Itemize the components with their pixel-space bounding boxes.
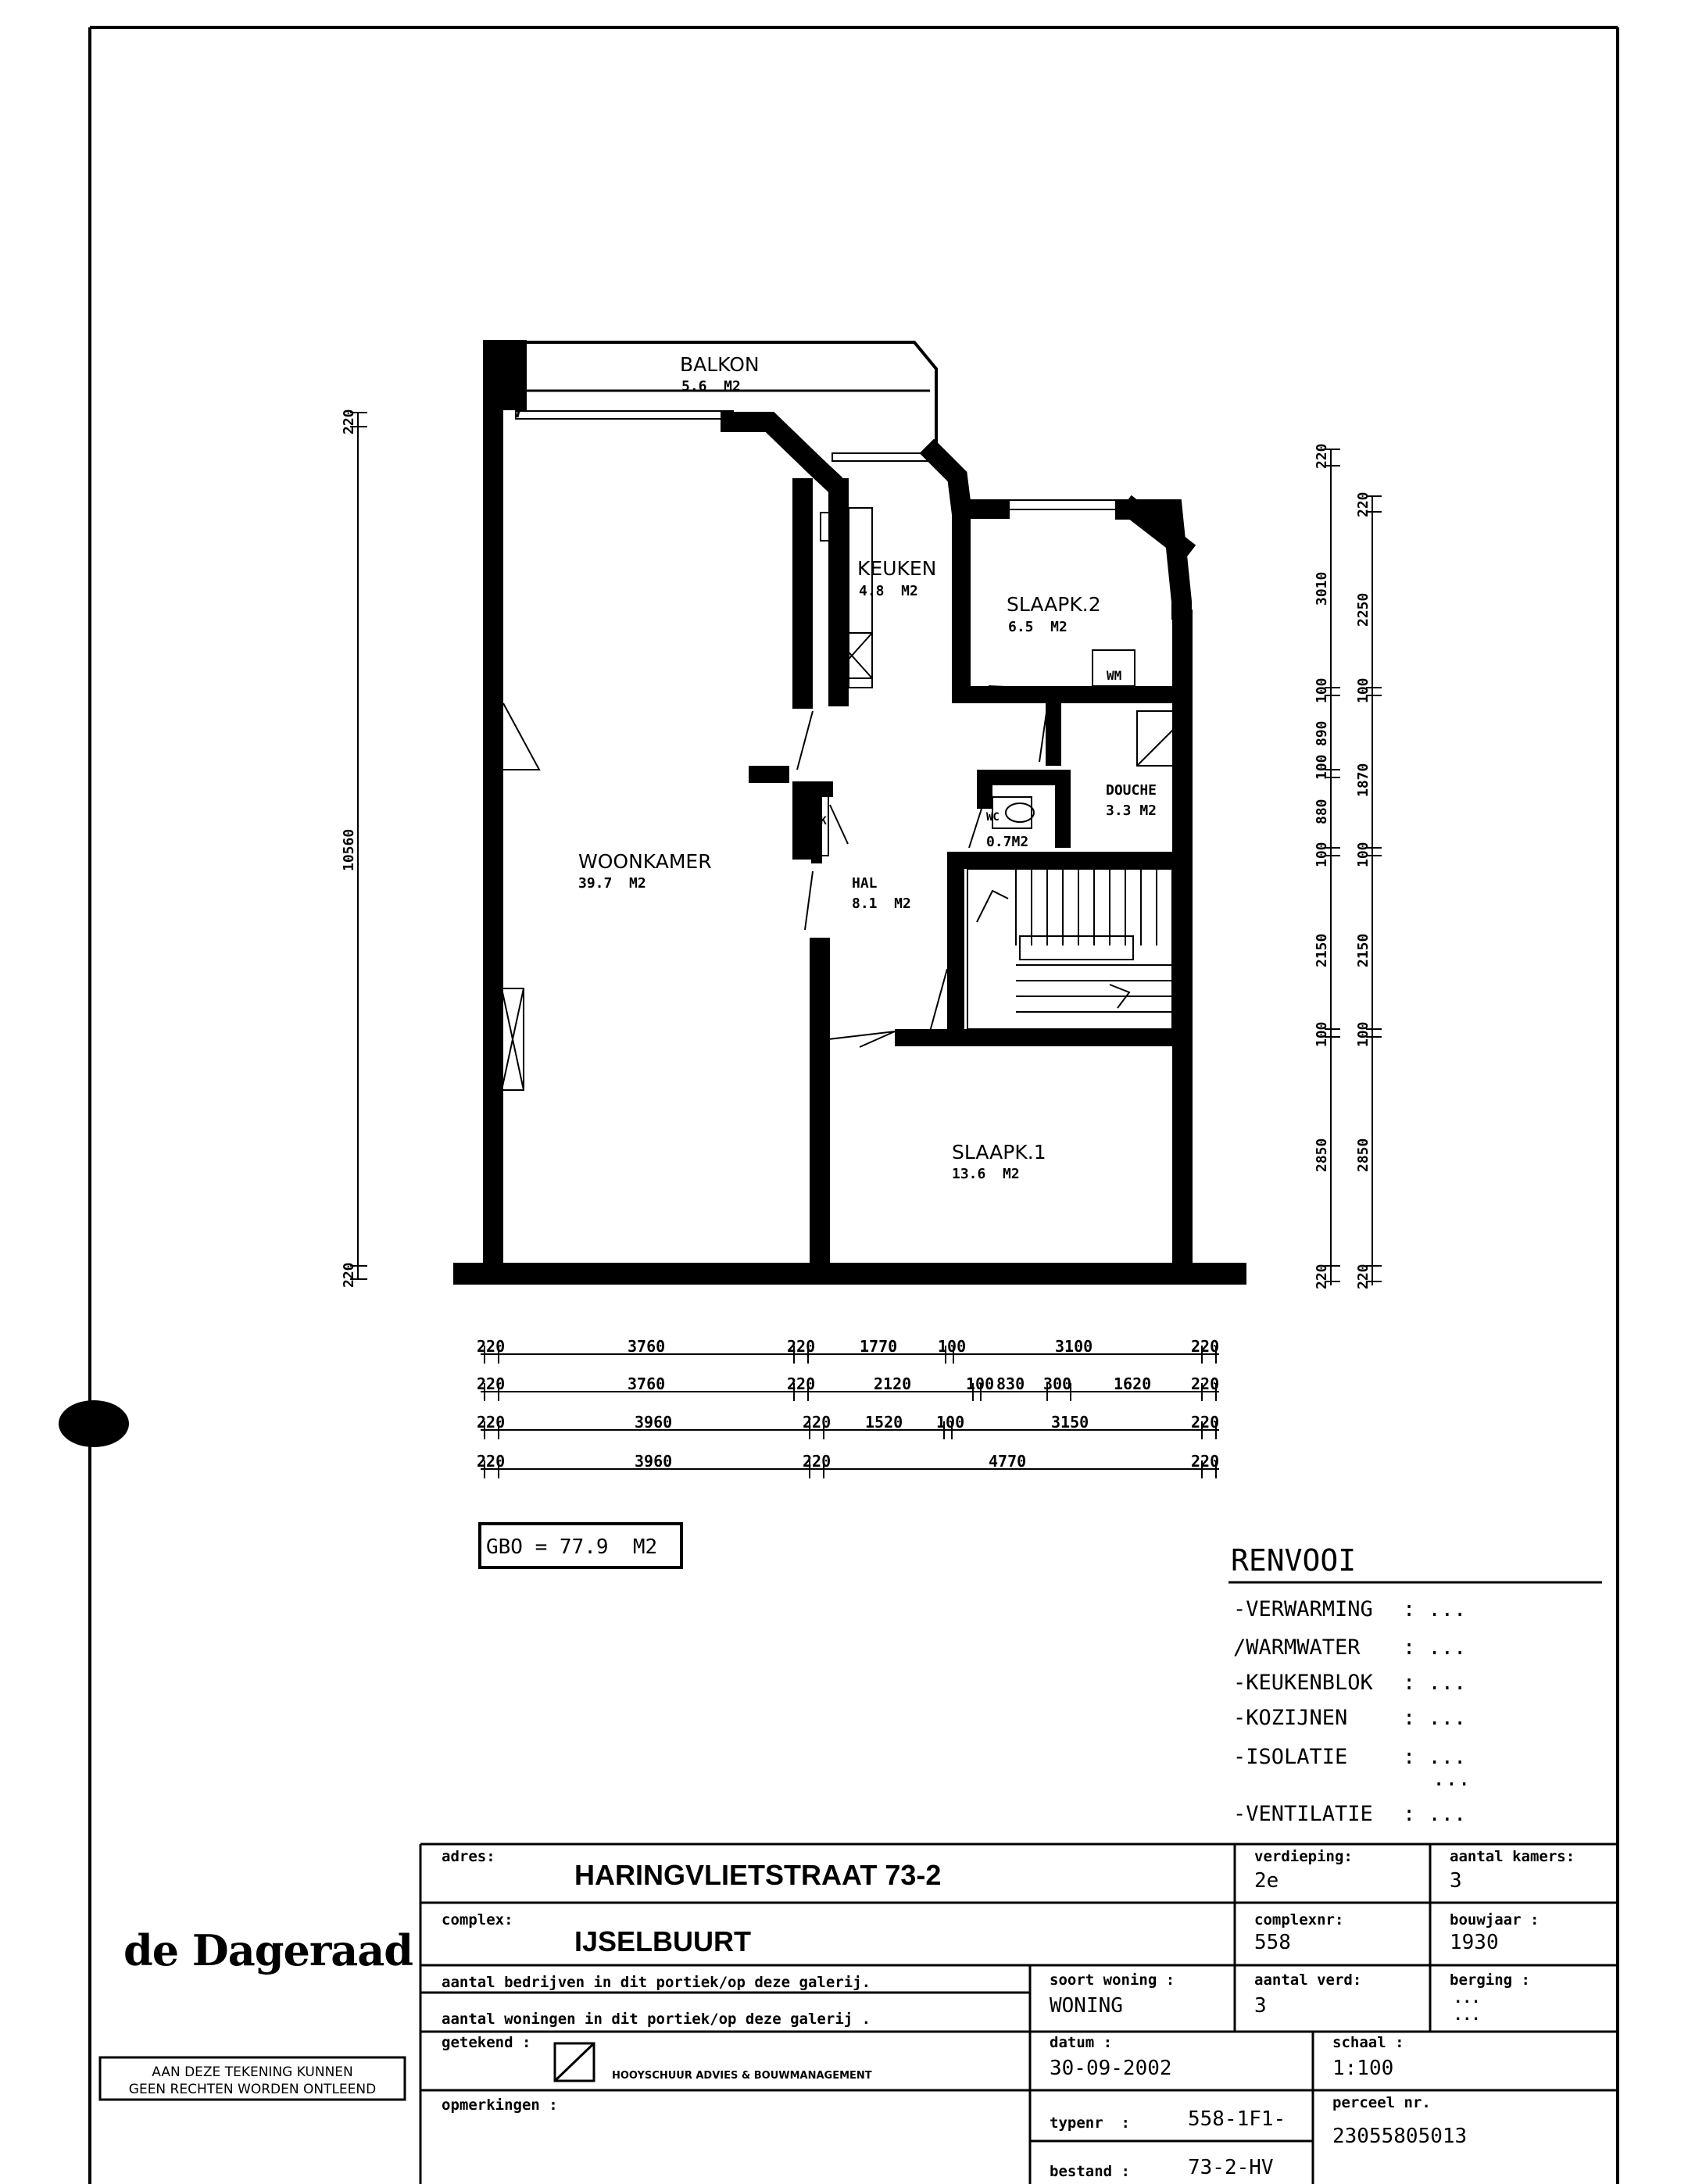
berging-label: berging : [1450,1971,1530,1989]
renvooi-item-value: : ... [1403,1706,1467,1730]
room-area-hal: 8.1 M2 [852,895,911,912]
kamers-label: aantal kamers: [1450,1848,1575,1865]
right-dim-outer-9: 2850 [1314,1138,1330,1172]
left-dim-top: 220 [341,409,357,434]
label-k: K [508,367,516,382]
room-name-balkon: BALKON [680,353,760,376]
complexnr-label: complexnr: [1254,1911,1344,1928]
right-vertical-dimension-inner [1355,491,1382,1289]
dim-row3-2: 220 [803,1413,831,1432]
schaal-value: 1:100 [1332,2057,1394,2080]
adres-label: adres: [442,1848,495,1865]
toilet-area: 0.7M2 [986,834,1029,850]
dim-row1-5: 3100 [1055,1337,1093,1356]
renvooi-item-label: -KOZIJNEN [1233,1706,1348,1730]
bouwjaar-label: bouwjaar : [1450,1911,1540,1928]
dim-row1-1: 3760 [628,1337,666,1356]
verdieping-value: 2e [1254,1869,1279,1893]
getekend-logo-icon [555,2043,594,2081]
verd-value: 3 [1254,1994,1267,2018]
dim-row3-4: 100 [936,1413,965,1432]
disclaimer-box [100,2057,405,2100]
room-area-balkon: 5.6 M2 [681,378,741,395]
berging-value-1: ... [1454,1989,1481,2007]
room-area-douche: 3.3 M2 [1106,802,1157,819]
dim-row3-6: 220 [1191,1413,1220,1432]
dim-row2-8: 220 [1191,1374,1220,1393]
verdieping-label: verdieping: [1254,1848,1353,1865]
typenr-label: typenr : [1050,2114,1130,2132]
dim-row3-0: 220 [477,1413,506,1432]
label-wm: WM [1107,668,1122,683]
renvooi-item-label: -ISOLATIE [1233,1745,1348,1769]
room-area-keuken: 4.8 M2 [859,583,918,599]
room-area-slaapk2: 6.5 M2 [1008,619,1068,635]
right-dim-outer-6: 100 [1314,842,1330,867]
left-dim-bottom: 220 [341,1262,357,1288]
gbo-value: GBO = 77.9 M2 [486,1535,658,1559]
renvooi-title: RENVOOI [1231,1543,1357,1578]
stairs [967,869,1172,1029]
company-logo: de Dageraad [123,1925,413,1975]
right-dim-inner-1: 2250 [1355,592,1372,627]
room-name-keuken: KEUKEN [857,557,937,580]
right-dim-inner-0: 220 [1355,491,1372,517]
bedrijven-label: aantal bedrijven in dit portiek/op deze galerij. [442,1974,871,1991]
typenr-value: 558-1F1- [1188,2107,1286,2131]
room-name-slaapk2: SLAAPK.2 [1007,593,1101,616]
right-dim-outer-2: 100 [1314,677,1330,703]
right-vertical-dimension-outer [1314,443,1340,1289]
label-mk: MK [814,815,827,827]
dim-row2-2: 220 [787,1374,816,1393]
disclaimer-line1: AAN DEZE TEKENING KUNNEN [152,2064,353,2080]
label-wc: WC [986,811,1000,824]
dim-row2-5: 830 [996,1374,1025,1393]
room-name-hal: HAL [852,875,878,892]
verd-label: aantal verd: [1254,1971,1362,1989]
right-dim-outer-5: 880 [1314,799,1330,824]
renvooi-item-extra: ... [1432,1767,1471,1791]
perceel-label: perceel nr. [1332,2094,1431,2111]
dim-row4-4: 220 [1191,1452,1220,1471]
complex-value: IJSELBUURT [574,1925,752,1957]
dim-row4-0: 220 [477,1452,506,1471]
opmerkingen-label: opmerkingen : [442,2096,558,2114]
renvooi-item-value: : ... [1403,1671,1467,1695]
renvooi-item-value: : ... [1403,1635,1467,1660]
room-name-woonkamer: WOONKAMER [578,850,712,873]
datum-label: datum : [1050,2034,1113,2051]
right-dim-outer-10: 220 [1314,1264,1330,1289]
left-dim-total: 10560 [341,828,357,871]
right-dim-inner-5: 2150 [1355,933,1372,967]
complex-label: complex: [442,1911,513,1928]
room-area-woonkamer: 39.7 M2 [578,875,646,892]
room-name-slaapk1: SLAAPK.1 [952,1141,1046,1163]
schaal-label: schaal : [1332,2034,1404,2051]
perceel-value: 23055805013 [1332,2125,1468,2148]
dim-row1-2: 220 [787,1337,816,1356]
right-dim-outer-1: 3010 [1314,571,1330,606]
right-dim-inner-8: 220 [1355,1264,1372,1289]
right-dim-outer-7: 2150 [1314,933,1330,967]
renvooi-item-label: /WARMWATER [1233,1635,1361,1660]
woningen-label: aantal woningen in dit portiek/op deze galerij . [442,2011,871,2028]
berging-value-2: ... [1454,2007,1481,2024]
dim-row1-4: 100 [938,1337,967,1356]
complexnr-value: 558 [1254,1931,1291,1954]
right-dim-inner-4: 100 [1355,842,1372,867]
dim-row3-1: 3960 [635,1413,673,1432]
bestand-label: bestand : [1050,2163,1130,2180]
kamers-value: 3 [1450,1869,1462,1893]
soort-label: soort woning : [1050,1971,1175,1989]
disclaimer-line2: GEEN RECHTEN WORDEN ONTLEEND [128,2082,377,2097]
dim-row2-1: 3760 [628,1374,666,1393]
dim-row1-0: 220 [477,1337,506,1356]
right-dim-inner-7: 2850 [1355,1138,1372,1172]
right-dim-outer-4: 100 [1314,754,1330,780]
dim-row4-2: 220 [803,1452,831,1471]
getekend-value: HOOYSCHUUR ADVIES & BOUWMANAGEMENT [612,2070,872,2082]
renvooi-item-value: : ... [1403,1597,1467,1621]
right-dim-inner-6: 100 [1355,1021,1372,1047]
right-dim-outer-8: 100 [1314,1021,1330,1047]
scan-artifact [59,1400,129,1447]
right-dim-inner-2: 100 [1355,677,1372,703]
title-block [420,1844,1618,2184]
datum-value: 30-09-2002 [1050,2057,1172,2080]
renvooi-item-label: -KEUKENBLOK [1233,1671,1373,1695]
dim-row4-1: 3960 [635,1452,673,1471]
dim-row3-3: 1520 [865,1413,903,1432]
left-vertical-dimension [341,409,367,1288]
gbo-box [480,1524,681,1567]
soort-value: WONING [1050,1994,1123,2018]
horizontal-dimension-rows [477,1337,1219,1478]
room-name-douche: DOUCHE [1106,782,1157,799]
dim-row1-6: 220 [1191,1337,1220,1356]
dim-row4-3: 4770 [989,1452,1027,1471]
dim-row2-7: 1620 [1114,1374,1152,1393]
dim-row1-3: 1770 [860,1337,898,1356]
right-dim-outer-3: 890 [1314,720,1330,746]
renvooi-item-value: : ... [1403,1802,1467,1826]
bouwjaar-value: 1930 [1450,1931,1499,1954]
renvooi-item-label: -VERWARMING [1233,1597,1373,1621]
adres-value: HARINGVLIETSTRAAT 73-2 [574,1859,942,1891]
dim-row3-5: 3150 [1051,1413,1089,1432]
right-dim-inner-3: 1870 [1355,763,1372,797]
bestand-value: 73-2-HV [1188,2156,1274,2179]
room-area-slaapk1: 13.6 M2 [952,1166,1020,1182]
renvooi-item-label: -VENTILATIE [1233,1802,1373,1826]
dim-row2-6: 300 [1043,1374,1072,1393]
getekend-label: getekend : [442,2034,531,2051]
right-dim-outer-0: 220 [1314,443,1330,469]
renvooi-legend [1228,1543,1602,1826]
dim-row2-0: 220 [477,1374,506,1393]
renvooi-item-value: : ... [1403,1745,1467,1769]
dim-row2-4: 100 [966,1374,995,1393]
dim-row2-3: 2120 [874,1374,912,1393]
